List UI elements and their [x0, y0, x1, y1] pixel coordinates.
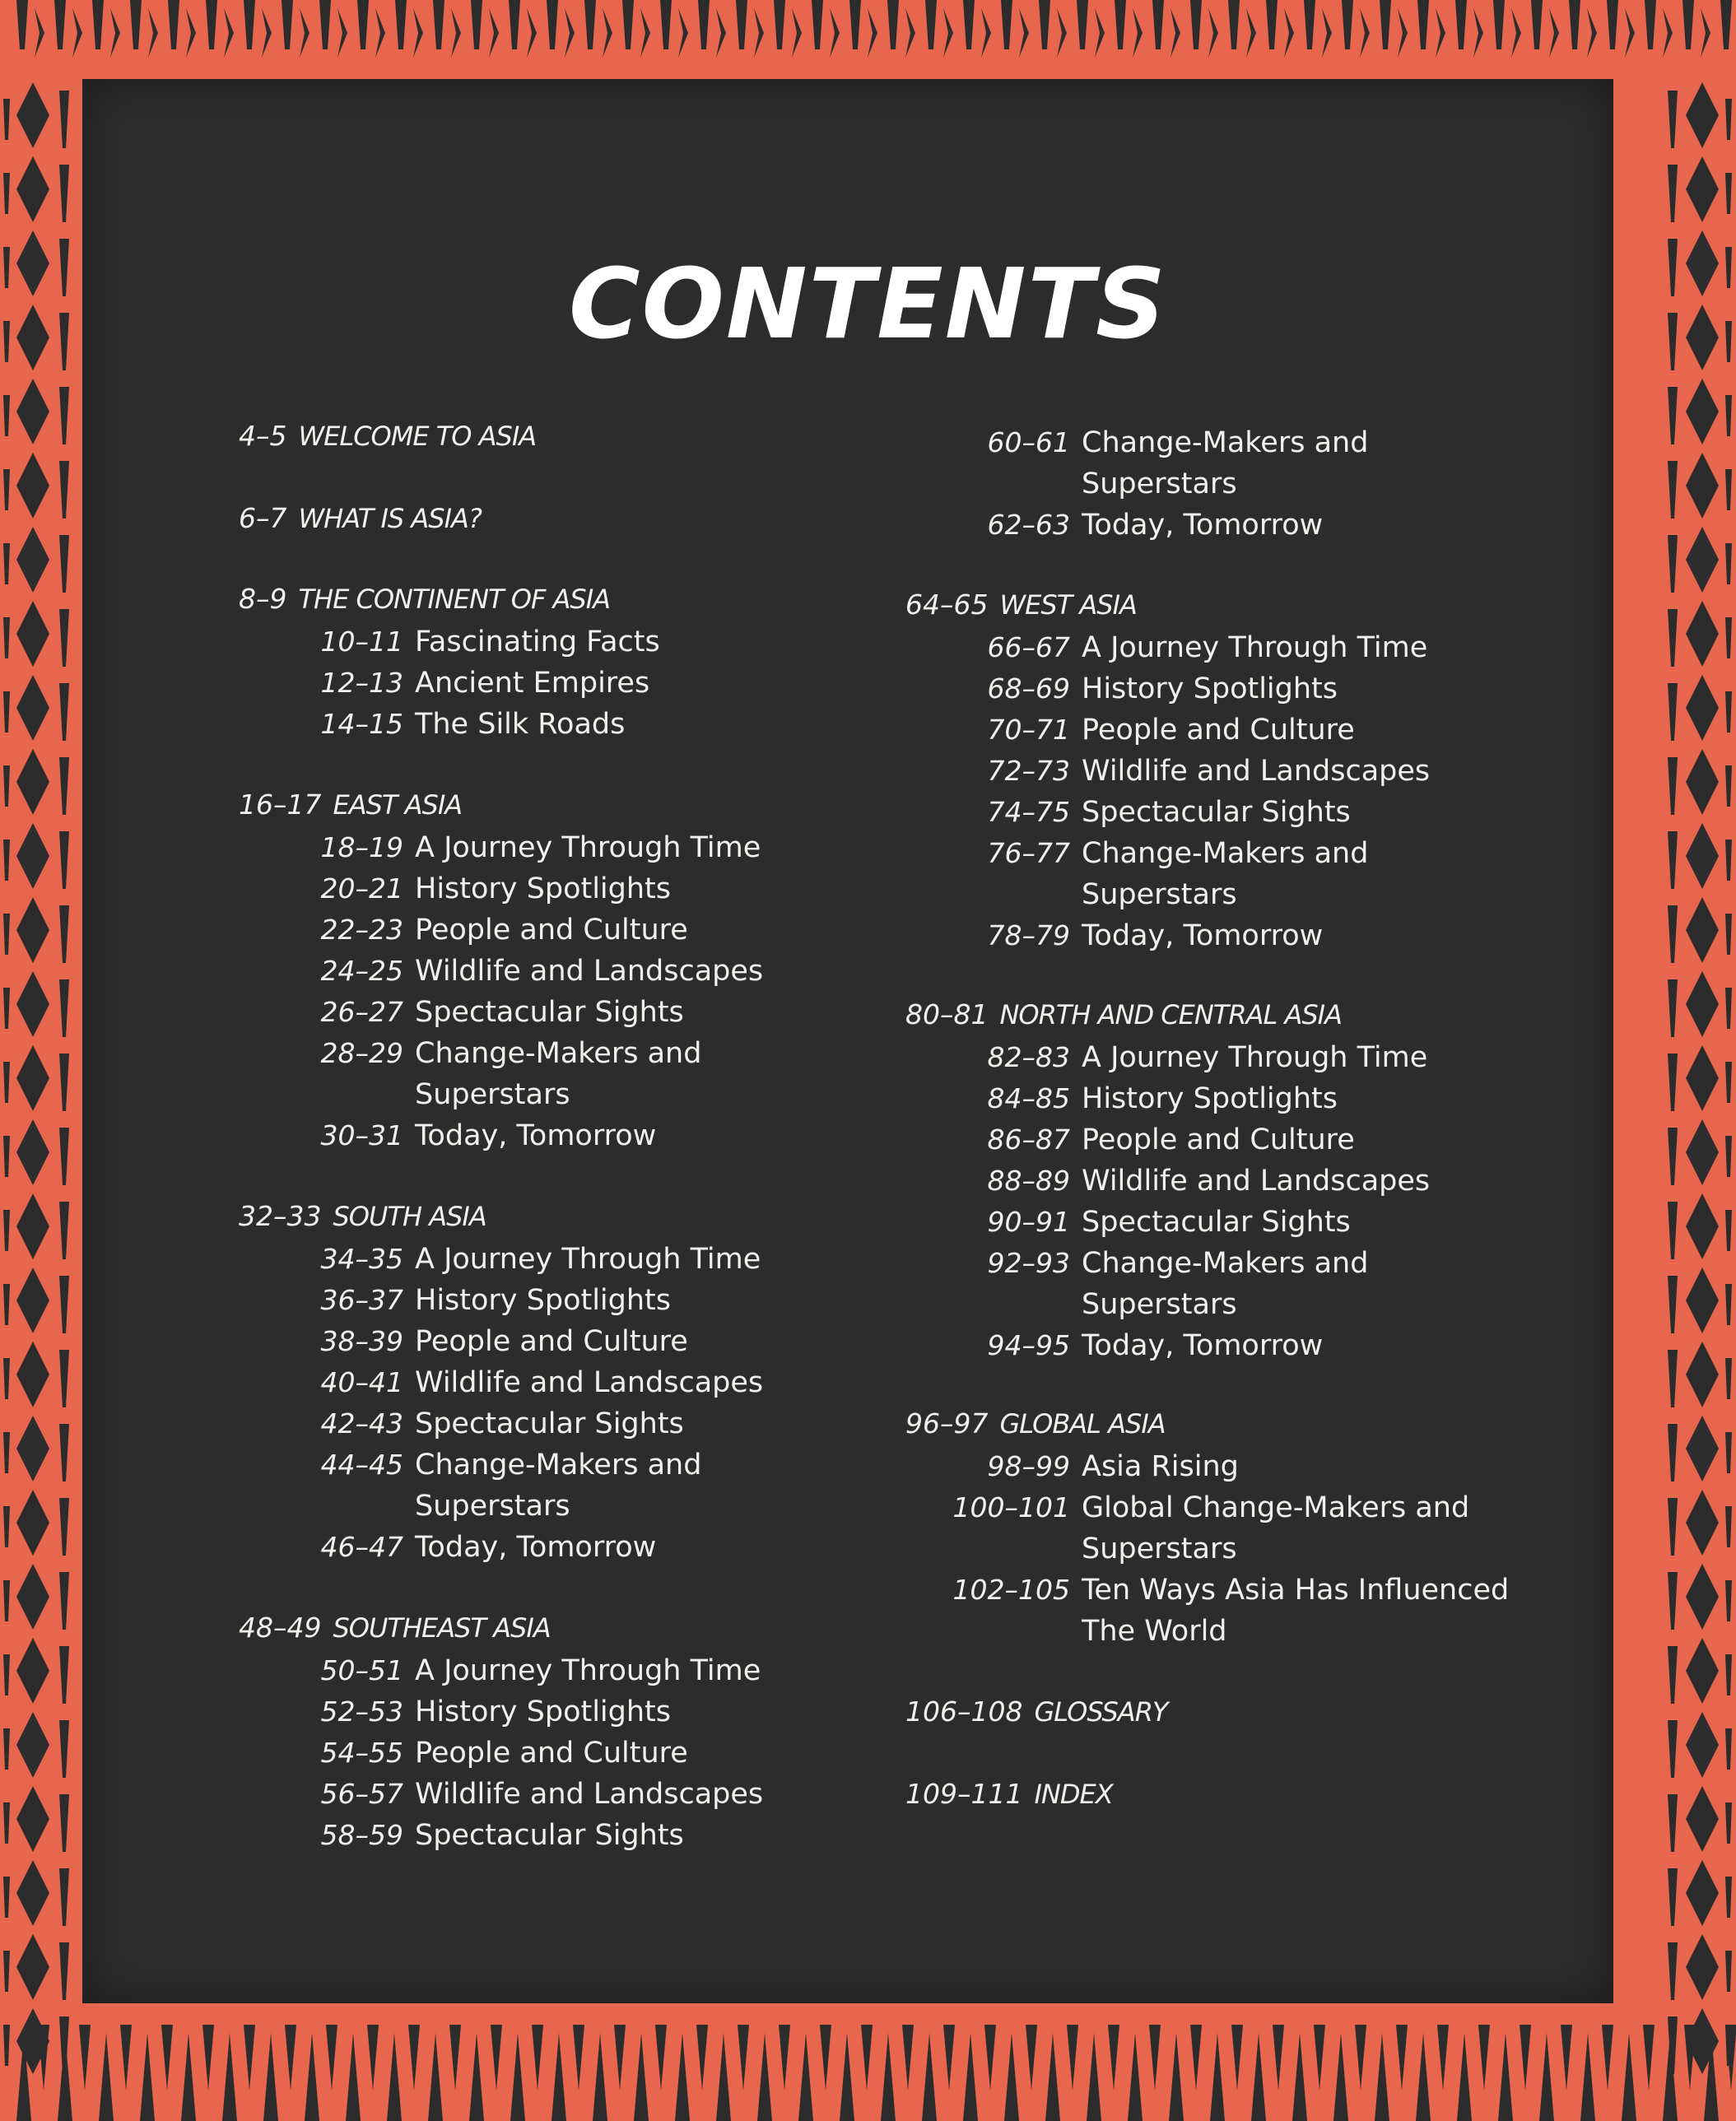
- toc-label: History Spotlights: [415, 1695, 672, 1728]
- toc-item: [905, 751, 1430, 792]
- toc-label: Spectacular Sights: [415, 996, 684, 1029]
- toc-item: [239, 1733, 688, 1774]
- toc-page-range: 88–89: [987, 1165, 1070, 1197]
- toc-page-range: 18–19: [320, 831, 403, 863]
- toc-label: WELCOME TO ASIA: [298, 421, 537, 452]
- toc-page-range: 38–39: [320, 1325, 403, 1357]
- toc-page-range: 58–59: [320, 1819, 403, 1851]
- toc-section: [239, 498, 482, 539]
- toc-label: Spectacular Sights: [1082, 1206, 1351, 1239]
- toc-label: People and Culture: [415, 1737, 688, 1770]
- toc-item: [905, 1570, 1509, 1611]
- toc-item: [239, 704, 625, 745]
- toc-label: Superstars: [1082, 1533, 1237, 1565]
- toc-section: [239, 1607, 551, 1649]
- toc-item: [905, 1243, 1368, 1284]
- toc-item: [239, 1486, 570, 1527]
- toc-item: [905, 1325, 1323, 1366]
- toc-item: [905, 1487, 1469, 1528]
- toc-label: Spectacular Sights: [1082, 796, 1351, 829]
- toc-label: INDEX: [1034, 1779, 1113, 1810]
- toc-item: [905, 792, 1351, 833]
- toc-label: Ancient Empires: [415, 667, 650, 700]
- toc-label: People and Culture: [415, 1325, 688, 1358]
- toc-label: Wildlife and Landscapes: [415, 1778, 764, 1811]
- toc-item: [239, 1444, 701, 1486]
- toc-item: [239, 992, 684, 1033]
- toc-section: [905, 1691, 1167, 1733]
- toc-label: A Journey Through Time: [415, 831, 761, 864]
- toc-item: [905, 422, 1368, 463]
- toc-label: People and Culture: [415, 914, 688, 947]
- toc-item: [905, 463, 1237, 505]
- toc-label: GLOBAL ASIA: [999, 1408, 1166, 1440]
- toc-section: [905, 994, 1342, 1035]
- toc-label: The World: [1082, 1615, 1227, 1648]
- toc-label: Today, Tomorrow: [415, 1119, 657, 1152]
- toc-section: [239, 784, 462, 826]
- toc-label: A Journey Through Time: [1082, 631, 1428, 664]
- toc-page-range: 70–71: [987, 714, 1070, 746]
- toc-label: History Spotlights: [1082, 1082, 1338, 1115]
- toc-item: [905, 1119, 1355, 1161]
- toc-label: Ten Ways Asia Has Influenced: [1082, 1574, 1510, 1607]
- toc-page-range: 24–25: [320, 955, 403, 987]
- toc-label: THE CONTINENT OF ASIA: [298, 584, 611, 615]
- toc-label: Wildlife and Landscapes: [415, 1366, 764, 1399]
- toc-label: History Spotlights: [1082, 672, 1338, 705]
- toc-page-range: 4–5: [239, 420, 287, 452]
- toc-item: [239, 868, 671, 909]
- toc-label: Change-Makers and: [1082, 1247, 1369, 1280]
- toc-label: WHAT IS ASIA?: [298, 503, 482, 534]
- toc-page-range: 74–75: [987, 796, 1070, 828]
- toc-page-range: 90–91: [987, 1206, 1070, 1238]
- toc-item: [239, 1074, 570, 1115]
- toc-page-range: 10–11: [320, 626, 403, 658]
- toc-label: NORTH AND CENTRAL ASIA: [999, 999, 1342, 1030]
- toc-page-range: 96–97: [905, 1407, 989, 1440]
- toc-label: Spectacular Sights: [415, 1819, 684, 1852]
- toc-item: [239, 827, 761, 868]
- toc-item: [905, 833, 1368, 874]
- toc-label: A Journey Through Time: [415, 1243, 761, 1276]
- toc-label: History Spotlights: [415, 1284, 672, 1317]
- toc-label: A Journey Through Time: [1082, 1041, 1428, 1074]
- toc-page-range: 76–77: [987, 837, 1070, 869]
- toc-label: WEST ASIA: [999, 589, 1137, 621]
- toc-item: [239, 1280, 671, 1321]
- toc-page-range: 28–29: [320, 1037, 403, 1069]
- toc-label: Global Change-Makers and: [1082, 1491, 1470, 1524]
- toc-label: SOUTH ASIA: [333, 1201, 486, 1232]
- toc-item: [239, 1115, 656, 1156]
- toc-page-range: 92–93: [987, 1247, 1070, 1279]
- toc-item: [905, 1037, 1427, 1078]
- toc-item: [905, 1202, 1351, 1243]
- toc-page-range: 34–35: [320, 1243, 403, 1275]
- toc-section: [239, 416, 536, 457]
- toc-item: [905, 668, 1338, 709]
- toc-section: [905, 1774, 1113, 1815]
- toc-page-range: 12–13: [320, 667, 403, 699]
- toc-page-range: 42–43: [320, 1407, 403, 1440]
- toc-item: [239, 1403, 684, 1444]
- toc-page-range: 22–23: [320, 914, 403, 946]
- toc-page-range: 64–65: [905, 588, 989, 621]
- toc-label: EAST ASIA: [333, 789, 463, 821]
- toc-item: [239, 1527, 656, 1568]
- toc-page-range: 98–99: [987, 1450, 1070, 1482]
- toc-page-range: 6–7: [239, 502, 287, 534]
- toc-label: Today, Tomorrow: [1082, 919, 1324, 952]
- toc-page-range: 50–51: [320, 1654, 403, 1686]
- toc-page-range: 66–67: [987, 631, 1070, 663]
- toc-label: Change-Makers and: [1082, 837, 1369, 870]
- toc-label: Superstars: [415, 1078, 570, 1111]
- toc-item: [905, 505, 1323, 546]
- toc-label: GLOSSARY: [1034, 1696, 1168, 1728]
- toc-item: [905, 874, 1237, 915]
- toc-label: Fascinating Facts: [415, 626, 660, 658]
- toc-page-range: 106–108: [905, 1695, 1023, 1728]
- toc-item: [239, 621, 660, 663]
- toc-page-range: 56–57: [320, 1778, 403, 1810]
- toc-label: Today, Tomorrow: [1082, 1329, 1324, 1362]
- toc-item: [239, 1362, 763, 1403]
- toc-page-range: 44–45: [320, 1449, 403, 1481]
- toc-item: [239, 951, 763, 992]
- toc-page-range: 102–105: [952, 1574, 1070, 1606]
- toc-item: [905, 1161, 1430, 1202]
- toc-item: [239, 1774, 763, 1815]
- toc-page-range: 72–73: [987, 755, 1070, 787]
- toc-section: [239, 579, 610, 620]
- toc-page-range: 109–111: [905, 1778, 1023, 1810]
- toc-page-range: 46–47: [320, 1531, 403, 1563]
- toc-page-range: 52–53: [320, 1695, 403, 1728]
- toc-label: A Journey Through Time: [415, 1654, 761, 1687]
- toc-label: Today, Tomorrow: [415, 1531, 657, 1564]
- toc-label: Superstars: [415, 1490, 570, 1523]
- toc-page-range: 32–33: [239, 1200, 322, 1232]
- toc-page-range: 14–15: [320, 708, 403, 740]
- toc-page-range: 100–101: [952, 1491, 1070, 1523]
- toc-page-range: 62–63: [987, 509, 1070, 541]
- toc-label: The Silk Roads: [415, 708, 626, 741]
- toc-page-range: 40–41: [320, 1366, 403, 1398]
- toc-section: [239, 1196, 486, 1237]
- toc-page-range: 54–55: [320, 1737, 403, 1769]
- toc-page-range: 84–85: [987, 1082, 1070, 1114]
- toc-page-range: 30–31: [320, 1119, 403, 1151]
- toc-label: People and Culture: [1082, 1123, 1355, 1156]
- toc-item: [239, 909, 688, 951]
- toc-page-range: 8–9: [239, 583, 287, 615]
- toc-page-range: 26–27: [320, 996, 403, 1028]
- toc-label: Superstars: [1082, 878, 1237, 911]
- toc-item: [239, 1650, 761, 1691]
- toc-item: [239, 1239, 761, 1280]
- toc-label: People and Culture: [1082, 714, 1355, 747]
- toc-label: Asia Rising: [1082, 1450, 1239, 1483]
- toc-item: [905, 1284, 1237, 1325]
- toc-label: Spectacular Sights: [415, 1407, 684, 1440]
- toc-page-range: 60–61: [987, 426, 1070, 458]
- toc-page-range: 36–37: [320, 1284, 403, 1316]
- toc-label: Change-Makers and: [415, 1037, 702, 1070]
- toc-page-range: 68–69: [987, 672, 1070, 705]
- toc-page-range: 78–79: [987, 919, 1070, 951]
- toc-label: Today, Tomorrow: [1082, 509, 1324, 542]
- toc-page-range: 48–49: [239, 1612, 322, 1644]
- toc-label: SOUTHEAST ASIA: [333, 1612, 551, 1644]
- toc-label: Superstars: [1082, 1288, 1237, 1321]
- toc-section: [905, 584, 1137, 626]
- toc-item: [905, 1078, 1338, 1119]
- toc-label: Wildlife and Landscapes: [415, 955, 764, 988]
- toc-label: Wildlife and Landscapes: [1082, 755, 1431, 788]
- toc-page-range: 86–87: [987, 1123, 1070, 1156]
- toc-section: [905, 1403, 1166, 1444]
- toc-item: [239, 1033, 701, 1074]
- toc-page-range: 16–17: [239, 788, 322, 821]
- toc-item: [905, 1528, 1237, 1570]
- page-title: CONTENTS: [569, 247, 1167, 360]
- toc-item: [239, 1815, 684, 1856]
- toc-item: [905, 1611, 1227, 1652]
- toc-item: [905, 627, 1427, 668]
- toc-label: Change-Makers and: [415, 1449, 702, 1481]
- toc-label: Wildlife and Landscapes: [1082, 1165, 1431, 1198]
- toc-item: [905, 709, 1355, 751]
- toc-item: [239, 1321, 688, 1362]
- toc-label: Change-Makers and: [1082, 426, 1369, 459]
- toc-item: [905, 915, 1323, 956]
- toc-page-range: 80–81: [905, 998, 989, 1030]
- toc-page-range: 94–95: [987, 1329, 1070, 1361]
- toc-label: History Spotlights: [415, 872, 672, 905]
- toc-item: [239, 1691, 671, 1733]
- toc-page-range: 82–83: [987, 1041, 1070, 1073]
- toc-page-range: 20–21: [320, 872, 403, 905]
- toc-item: [239, 663, 649, 704]
- toc-label: Superstars: [1082, 467, 1237, 500]
- toc-item: [905, 1446, 1239, 1487]
